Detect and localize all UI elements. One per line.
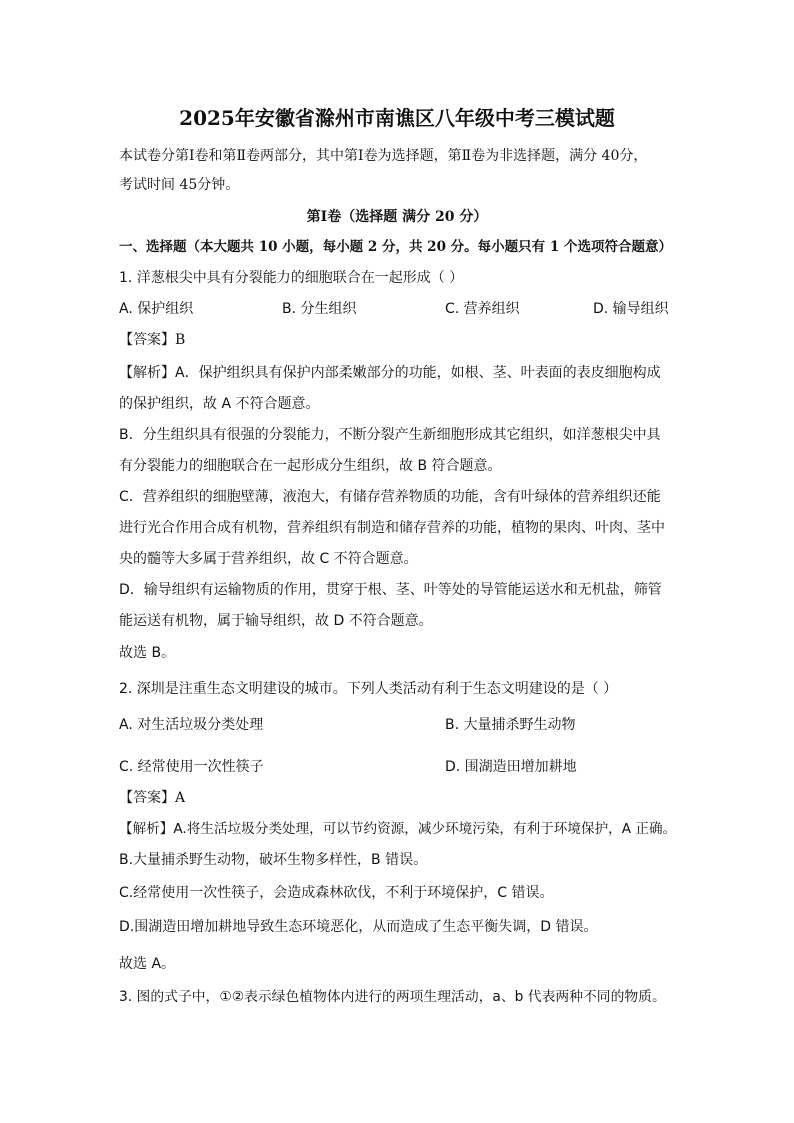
question-1-analysis-line: D．输导组织有运输物质的作用，贯穿于根、茎、叶等处的导管能运送水和无机盐，筛管 [119,582,662,598]
question-2-option-d: D. 围湖造田增加耕地 [445,759,577,775]
question-2-option-b: B. 大量捕杀野生动物 [445,717,576,733]
part-title: 一、选择题（本大题共 10 小题，每小题 2 分，共 20 分。每小题只有 1 个选项符合题意） [119,239,672,255]
question-2-analysis-line: C.经常使用一次性筷子，会造成森林砍伐，不利于环境保护，C 错误。 [119,885,554,901]
question-1-analysis-line: 央的髓等大多属于营养组织，故 C 不符合题意。 [119,551,418,567]
question-2-option-c: C. 经常使用一次性筷子 [119,759,264,775]
question-1-analysis-line: B．分生组织具有很强的分裂能力，不断分裂产生新细胞形成其它组织，如洋葱根尖中具 [119,427,661,443]
question-1-analysis-line: C．营养组织的细胞壁薄，液泡大，有储存营养物质的功能，含有叶绿体的营养组织还能 [119,489,661,505]
question-3-stem: 3. 图的式子中，①②表示绿色植物体内进行的两项生理活动，a、b 代表两种不同的物质。 [119,989,666,1005]
question-1-conclusion: 故选 B。 [119,645,176,661]
question-1-analysis-line: 能运送有机物，属于输导组织，故 D 不符合题意。 [119,613,433,629]
question-2-analysis-line: D.围湖造田增加耕地导致生态环境恶化，从而造成了生态平衡失调，D 错误。 [119,919,598,935]
question-1-analysis-line: 【解析】A．保护组织具有保护内部柔嫩部分的功能，如根、茎、叶表面的表皮细胞构成 [119,365,661,381]
question-1-option-c: C. 营养组织 [445,301,520,317]
question-2-answer: 【答案】A [119,790,186,806]
intro-line-2: 考试时间 45分钟。 [119,177,240,193]
question-2-stem: 2. 深圳是注重生态文明建设的城市。下列人类活动有利于生态文明建设的是（ ） [119,681,618,697]
question-1-analysis-line: 进行光合作用合成有机物，营养组织有制造和储存营养的功能，植物的果肉、叶肉、茎中 [119,520,665,536]
page-title: 2025年安徽省滁州市南谯区八年级中考三模试题 [179,106,615,130]
question-1-option-a: A. 保护组织 [119,301,194,317]
question-1-option-d: D. 输导组织 [593,301,669,317]
question-2-conclusion: 故选 A。 [119,956,176,972]
question-1-analysis-line: 的保护组织，故 A 不符合题意。 [119,396,320,412]
question-2-analysis-line: 【解析】A.将生活垃圾分类处理，可以节约资源，减少环境污染，有利于环境保护，A 正确。 [119,821,677,837]
section-title: 第Ⅰ卷（选择题 满分 20 分） [306,209,488,225]
question-1-answer: 【答案】B [119,332,186,348]
question-1-analysis-line: 有分裂能力的细胞联合在一起形成分生组织，故 B 符合题意。 [119,458,502,474]
question-1-stem: 1. 洋葱根尖中具有分裂能力的细胞联合在一起形成（ ） [119,270,464,286]
intro-line-1: 本试卷分第Ⅰ卷和第Ⅱ卷两部分，其中第Ⅰ卷为选择题，第Ⅱ卷为非选择题，满分 40分， [119,148,648,164]
question-2-option-a: A. 对生活垃圾分类处理 [119,717,264,733]
question-1-option-b: B. 分生组织 [282,301,357,317]
question-2-analysis-line: B.大量捕杀野生动物，破坏生物多样性，B 错误。 [119,852,428,868]
